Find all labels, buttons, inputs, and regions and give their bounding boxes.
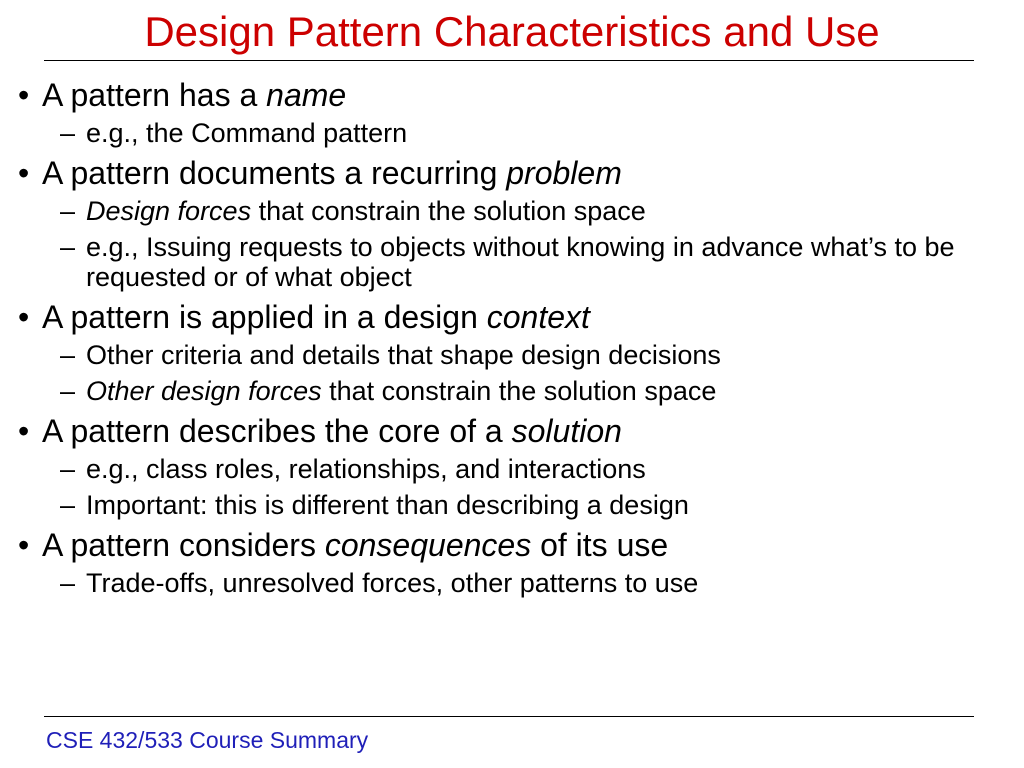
sub-bullet-item: [0, 196, 1024, 226]
sub-bullet-item: [0, 490, 1024, 520]
sub-bullet-text: Other criteria and details that shape design decisions: [86, 340, 721, 370]
bullet-emphasis: solution: [511, 413, 622, 449]
sub-bullet-text: e.g., Issuing requests to objects without knowing in advance what’s to be requested or of what object: [86, 232, 955, 292]
bullet-item: [0, 298, 1024, 336]
bullet-emphasis: context: [486, 299, 590, 335]
bullet-text: A pattern is applied in a design: [42, 299, 487, 335]
bullet-item: [0, 526, 1024, 564]
sub-bullet-text: e.g., the Command pattern: [86, 118, 408, 148]
bullet-marker: •: [18, 155, 30, 191]
dash-marker: –: [60, 568, 76, 598]
dash-marker: –: [60, 232, 76, 262]
sub-bullet-text: Trade-offs, unresolved forces, other patterns to use: [86, 568, 699, 598]
dash-marker: –: [60, 490, 76, 520]
sub-bullet-item: [0, 118, 1024, 148]
footer-divider: [44, 716, 974, 717]
bullet-marker: •: [18, 299, 30, 335]
bullet-emphasis: consequences: [324, 527, 532, 563]
bullet-emphasis: name: [266, 77, 347, 113]
sub-bullet-text: that constrain the solution space: [251, 196, 646, 226]
bullet-item: [0, 412, 1024, 450]
sub-bullet-emphasis: Design forces: [86, 196, 252, 226]
bullet-text: A pattern describes the core of a: [42, 413, 512, 449]
bullet-item: [0, 76, 1024, 114]
slide-content: [0, 76, 1024, 604]
dash-marker: –: [60, 118, 76, 148]
sub-bullet-item: [0, 340, 1024, 370]
dash-marker: –: [60, 454, 76, 484]
bullet-marker: •: [18, 413, 30, 449]
bullet-marker: •: [18, 77, 30, 113]
sub-bullet-text: e.g., class roles, relationships, and interactions: [86, 454, 646, 484]
bullet-text: A pattern has a: [42, 77, 267, 113]
dash-marker: –: [60, 340, 76, 370]
dash-marker: –: [60, 196, 76, 226]
slide-footer: CSE 432/533 Course Summary: [46, 727, 369, 753]
bullet-tail: of its use: [531, 527, 669, 563]
bullet-item: [0, 154, 1024, 192]
dash-marker: –: [60, 376, 76, 406]
title-divider: [44, 60, 974, 61]
bullet-text: A pattern considers: [42, 527, 325, 563]
slide-title: Design Pattern Characteristics and Use: [144, 8, 880, 55]
sub-bullet-emphasis: Other design forces: [86, 376, 322, 406]
sub-bullet-text: Important: this is different than describing a design: [86, 490, 689, 520]
bullet-text: A pattern documents a recurring: [42, 155, 507, 191]
sub-bullet-item: [0, 232, 1024, 292]
sub-bullet-item: [0, 376, 1024, 406]
sub-bullet-item: [0, 568, 1024, 598]
sub-bullet-item: [0, 454, 1024, 484]
bullet-emphasis: problem: [506, 155, 622, 191]
bullet-marker: •: [18, 527, 30, 563]
sub-bullet-text: that constrain the solution space: [321, 376, 717, 406]
